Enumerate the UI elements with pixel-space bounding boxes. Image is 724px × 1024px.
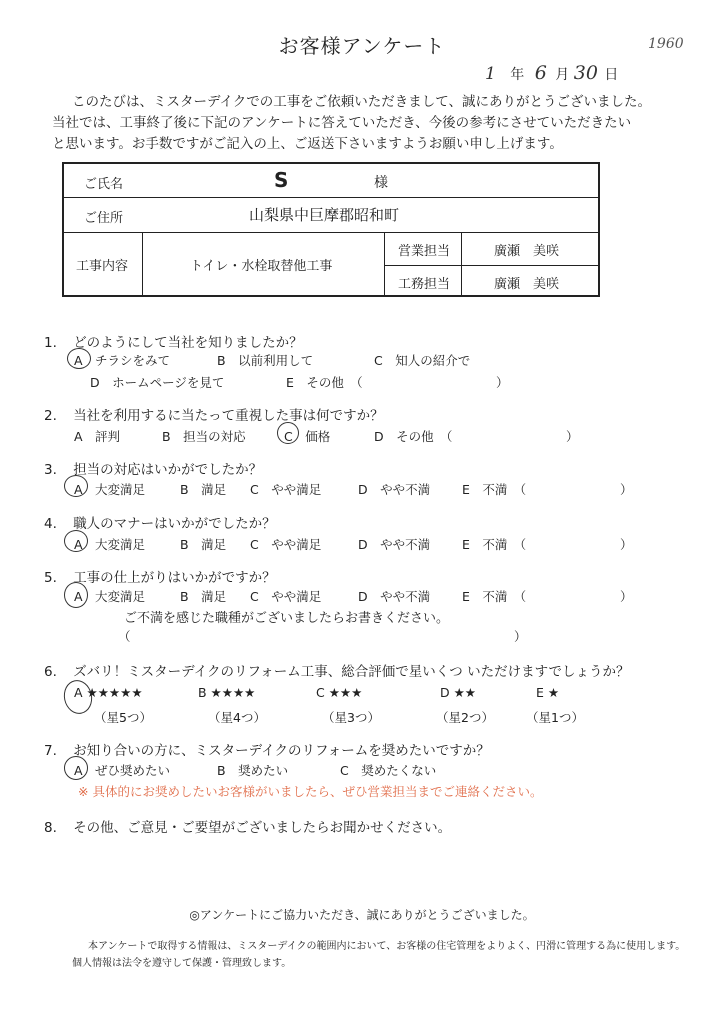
q4-option-e[interactable]: E 不満 （	[462, 537, 527, 552]
question-text: その他、ご意見・ご要望がございましたらお聞かせください。	[73, 820, 452, 836]
q5-sub-open: （	[118, 629, 131, 644]
q2-option-b[interactable]: B 担当の対応	[162, 429, 246, 444]
q6-option-b[interactable]: B ★★★★	[198, 685, 256, 700]
question-4	[44, 512, 276, 532]
q6-option-a[interactable]: A ★★★★★	[74, 685, 143, 700]
q1-option-c[interactable]: C 知人の紹介で	[374, 353, 471, 368]
q4-option-d[interactable]: D やや不満	[358, 537, 431, 552]
question-text: 担当の対応はいかがでしたか？	[73, 462, 263, 478]
date-month-unit: 月	[555, 67, 570, 83]
q5-option-e[interactable]: E 不満 （	[462, 589, 527, 604]
question-number: 8.	[44, 820, 57, 836]
sales-value[interactable]: 廣瀬 美咲	[494, 244, 560, 259]
question-number: 3.	[44, 462, 57, 478]
q2-option-a[interactable]: A 評判	[74, 429, 121, 444]
q6-caption-b: （星4つ）	[208, 710, 266, 725]
date-field	[485, 62, 618, 84]
works-value[interactable]: 廣瀬 美咲	[494, 277, 560, 292]
privacy-note: 本アンケートで取得する情報は、ミスターデイクの範囲内において、お客様の住宅管理をよりよく、円滑に管理する為に使用します。	[88, 941, 686, 952]
q3-option-e-close: ）	[620, 482, 633, 497]
q3-option-a[interactable]: A 大変満足	[74, 482, 146, 497]
q5-sub-text: ご不満を感じた職種がございましたらお書きください。	[124, 611, 450, 626]
q6-caption-e: （星1つ）	[526, 710, 584, 725]
q7-option-c[interactable]: C 奨めたくない	[340, 763, 437, 778]
q6-option-c[interactable]: C ★★★	[316, 685, 363, 700]
name-label: ご氏名	[84, 177, 124, 192]
intro-line: 当社では、工事終了後に下記のアンケートに答えていただき、今後の参考にさせていただきたい	[52, 115, 632, 131]
name-suffix: 様	[374, 175, 388, 191]
question-number: 2.	[44, 408, 57, 424]
q7-note: ※ 具体的にお奨めしたいお客様がいましたら、ぜひ営業担当までご連絡ください。	[78, 784, 543, 799]
date-year: 1	[485, 64, 496, 84]
q1-option-b[interactable]: B 以前利用して	[217, 353, 314, 368]
corner-note: 1960	[648, 36, 684, 52]
footer-thanks: ◎アンケートにご協力いただき、誠にありがとうございました。	[189, 908, 535, 922]
q3-option-c[interactable]: C やや満足	[250, 482, 322, 497]
question-text: どのようにして当社を知りましたか？	[73, 335, 303, 351]
address-value[interactable]: 山梨県中巨摩郡昭和町	[249, 206, 400, 224]
q6-caption-d: （星2つ）	[436, 710, 494, 725]
question-text: お知り合いの方に、ミスターデイクのリフォームを奨めたいですか？	[73, 743, 490, 759]
intro-line: と思います。お手数ですがご記入の上、ご返送下さいますようお願い申し上げます。	[52, 136, 563, 152]
q5-option-a[interactable]: A 大変満足	[74, 589, 146, 604]
q6-option-d[interactable]: D ★★	[440, 685, 477, 700]
q2-option-c[interactable]: C 価格	[284, 429, 331, 444]
q5-option-d[interactable]: D やや不満	[358, 589, 431, 604]
address-label: ご住所	[84, 211, 124, 226]
q1-option-e[interactable]: E その他 （	[286, 375, 363, 390]
question-text: 当社を利用するに当たって重視した事は何ですか？	[73, 408, 384, 424]
q1-option-e-close: ）	[496, 375, 509, 390]
question-number: 5.	[44, 570, 57, 586]
date-year-unit: 年	[510, 67, 525, 83]
sales-label: 営業担当	[398, 244, 451, 259]
q6-caption-c: （星3つ）	[322, 710, 380, 725]
q2-option-d[interactable]: D その他 （	[374, 429, 453, 444]
question-text: 職人のマナーはいかがでしたか？	[73, 516, 276, 532]
q3-option-e[interactable]: E 不満 （	[462, 482, 527, 497]
q6-option-e[interactable]: E ★	[536, 685, 560, 700]
question-number: 6.	[44, 664, 57, 680]
q3-option-d[interactable]: D やや不満	[358, 482, 431, 497]
q5-option-e-close: ）	[620, 589, 633, 604]
q7-option-b[interactable]: B 奨めたい	[217, 763, 289, 778]
q5-option-b[interactable]: B 満足	[180, 589, 227, 604]
q4-option-c[interactable]: C やや満足	[250, 537, 322, 552]
question-number: 4.	[44, 516, 57, 532]
date-day-unit: 日	[604, 67, 619, 83]
question-6	[44, 660, 630, 680]
works-label: 工務担当	[398, 277, 451, 292]
question-number: 7.	[44, 743, 57, 759]
q5-option-c[interactable]: C やや満足	[250, 589, 322, 604]
customer-info-table	[62, 162, 600, 297]
question-2	[44, 404, 384, 424]
work-value[interactable]: トイレ・水栓取替他工事	[190, 259, 333, 274]
question-8	[44, 816, 451, 836]
q3-option-b[interactable]: B 満足	[180, 482, 227, 497]
q5-sub-close: ）	[514, 629, 527, 644]
q2-option-d-close: ）	[566, 429, 579, 444]
q7-option-a[interactable]: A ぜひ奨めたい	[74, 763, 171, 778]
question-number: 1.	[44, 335, 57, 351]
page-title: お客様アンケート	[278, 34, 446, 58]
privacy-note: 個人情報は法令を遵守して保護・管理致します。	[72, 958, 292, 969]
name-value[interactable]: S	[274, 168, 289, 192]
question-text: ズバリ！ミスターデイクのリフォーム工事、総合評価で星いくつ いただけますでしょうか？	[73, 664, 630, 680]
q4-option-e-close: ）	[620, 537, 633, 552]
question-text: 工事の仕上がりはいかがですか？	[73, 570, 276, 586]
q4-option-a[interactable]: A 大変満足	[74, 537, 146, 552]
work-label: 工事内容	[76, 259, 129, 274]
date-day: 30	[573, 62, 598, 84]
intro-text	[52, 92, 652, 155]
question-7	[44, 739, 490, 759]
q1-option-a[interactable]: A チラシをみて	[74, 353, 171, 368]
q6-caption-a: （星5つ）	[94, 710, 152, 725]
q4-option-b[interactable]: B 満足	[180, 537, 227, 552]
date-month: 6	[534, 62, 547, 84]
intro-line: このたびは、ミスターデイクでの工事をご依頼いただきまして、誠にありがとうございました。	[72, 94, 652, 110]
q1-option-d[interactable]: D ホームページを見て	[90, 375, 225, 390]
